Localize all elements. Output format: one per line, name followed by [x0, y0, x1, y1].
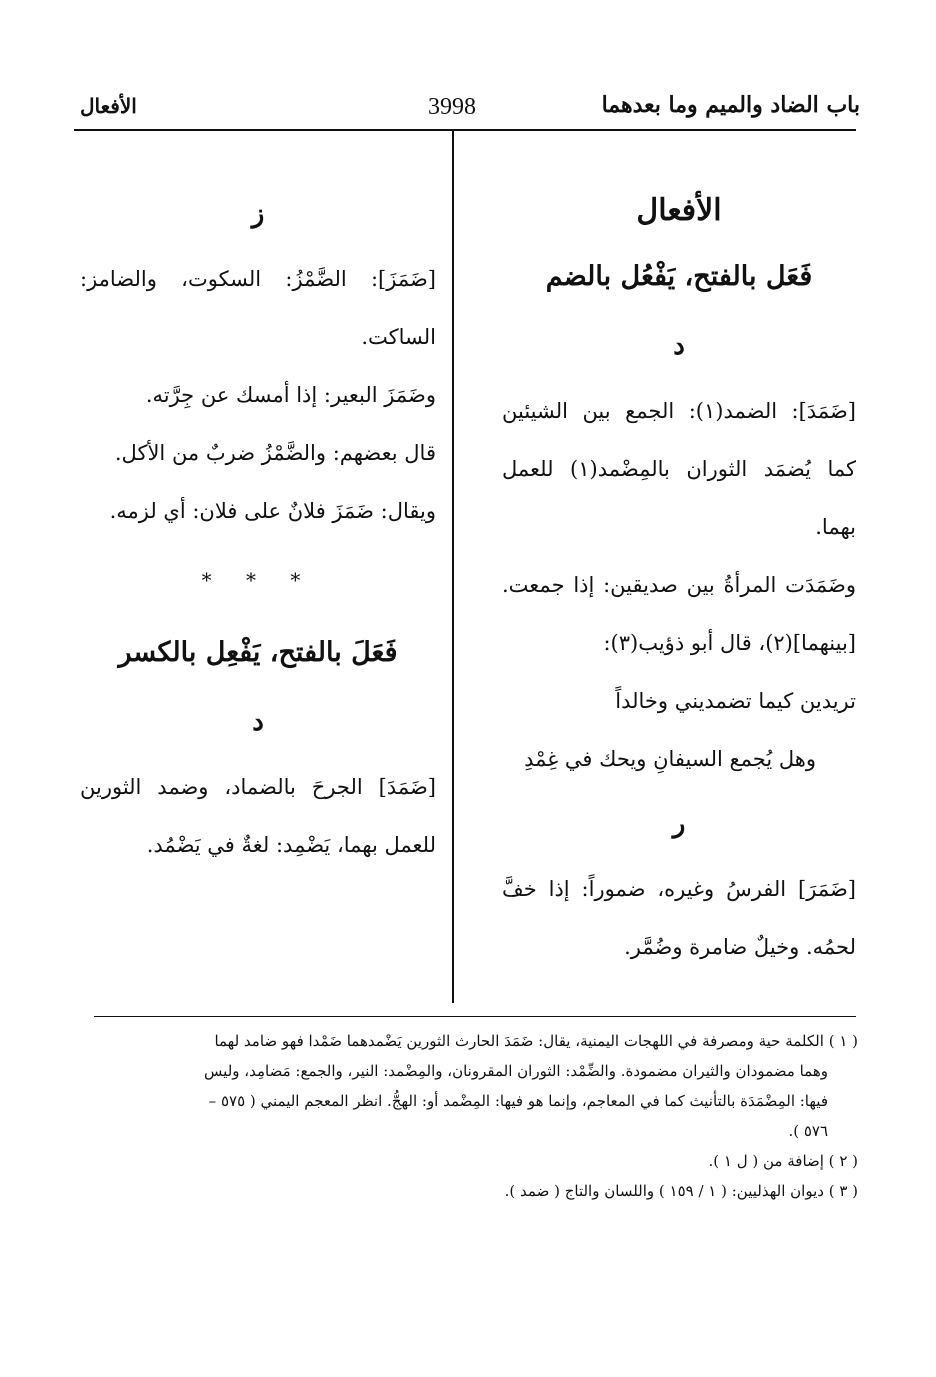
entry-dmr: [ضَمَرَ] الفرسُ وغيره، ضموراً: إذا خفَّ لحمُه. وخيلٌ ضامرة وضُمَّر. [502, 877, 856, 959]
letter-heading-d: د [673, 331, 685, 361]
section-title: الأفعال [636, 193, 722, 228]
section-separator-stars: * * * [201, 568, 315, 592]
entry-dmz-attach: ويقال: ضَمَزَ فلانٌ على فلان: أي لزمه. [109, 499, 436, 523]
header-rule [74, 129, 856, 131]
right-column [502, 178, 856, 976]
letter-heading-d-kasr: د [252, 707, 264, 737]
left-column [80, 178, 436, 874]
footnote-1-line-3: فيها: المِضْمَدَة بالتأنيث كما في المعاجم، وإنما هو فيها: المِضْمد أو: الهجُّ. انظر المعجم اليمني ( ٥٧٥ – [208, 1092, 828, 1110]
running-header-chapter: باب الضاد والميم وما بعدهما [601, 92, 860, 118]
entry-dmd-wound: [ضَمَدَ] الجرحَ بالضماد، وضمد الثورين للعمل بهما، يَضْمِد: لغةٌ في يَضْمُد. [80, 775, 436, 857]
entry-dmz-camel: وضَمَزَ البعير: إذا أمسك عن جِرَّته. [145, 383, 436, 407]
footnotes [76, 1026, 858, 1206]
verse-line-1: تريدين كيما تضمديني وخالداً [615, 689, 856, 713]
verse-line-2: وهل يُجمع السيفانِ ويحك في غِمْدِ [524, 747, 816, 771]
letter-heading-r: ر [672, 809, 686, 839]
footnote-3: ( ٣ ) ديوان الهذليين: ( ١ / ١٥٩ ) واللسان والتاج ( ضمد ). [504, 1182, 858, 1200]
entry-dmz: [ضَمَزَ]: الضَّمْزُ: السكوت، والضامز: الساكت. [80, 267, 436, 349]
footnote-1-line-4: ٥٧٦ ). [788, 1122, 828, 1140]
letter-heading-z: ز [251, 199, 265, 229]
entry-dmd: [ضَمَدَ]: الضمد(١): الجمع بين الشيئين كما يُضمَد الثوران بالمِضْمد(١) للعمل بهما. [502, 399, 856, 539]
column-divider [452, 131, 454, 1003]
verb-pattern-heading: فَعَل بالفتح، يَفْعُل بالضم [545, 261, 813, 292]
footnote-1-line-1: ( ١ ) الكلمة حية ومصرفة في اللهجات اليمنية، يقال: ضَمَدَ الحارث الثورين يَضْمدهما ضَمْدا فهو ضامد لهما [214, 1032, 858, 1050]
running-header-section: الأفعال [80, 94, 137, 118]
entry-dmd-woman: وضَمَدَت المرأةُ بين صديقين: إذا جمعت. [بينهما](٢)، قال أبو ذؤيب(٣): [502, 573, 856, 655]
entry-dmz-eating: قال بعضهم: والضَّمْزُ ضربٌ من الأكل. [114, 441, 436, 465]
footnote-1-line-2: وهما مضمودان والثيران مضمودة. والضِّمْد: الثوران المقرونان، والمِضْمد: النير، والجمع: مَضامِد، وليس [204, 1062, 828, 1080]
verb-pattern-heading-kasr: فَعَلَ بالفتح، يَفْعِل بالكسر [118, 637, 398, 668]
page-number: 3998 [428, 94, 476, 120]
footnote-2: ( ٢ ) إضافة من ( ل ١ ). [708, 1152, 858, 1170]
footnote-rule [94, 1016, 856, 1017]
